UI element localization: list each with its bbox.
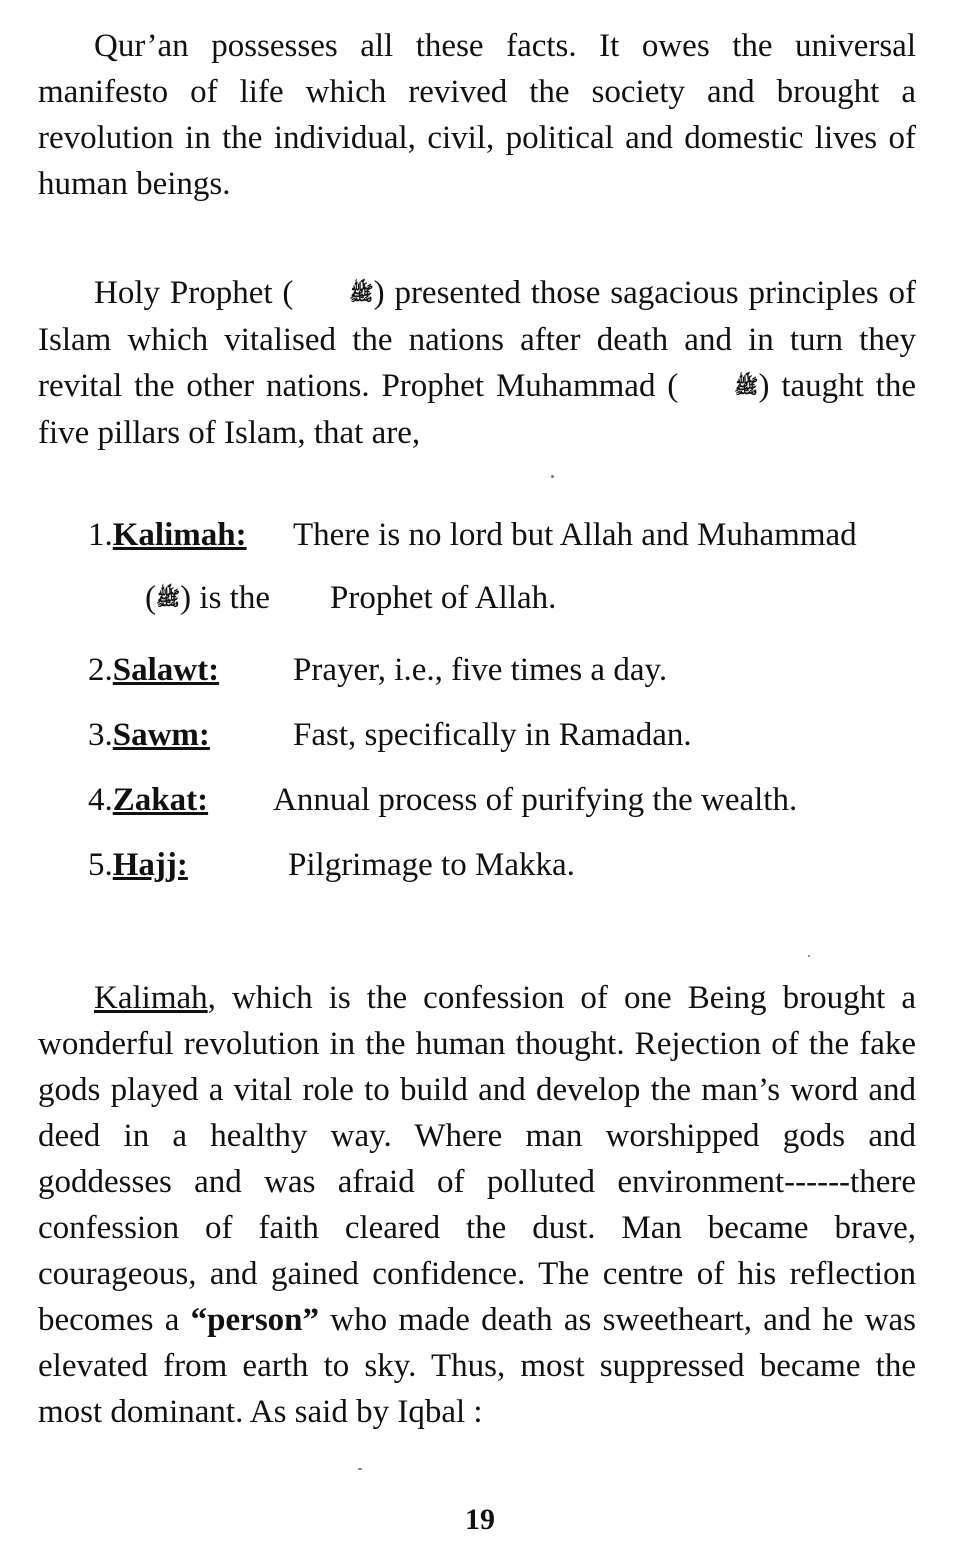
pillar-description: Fast, specifically in Ramadan. — [293, 717, 692, 753]
text-segment: ) presented those sagacious principles of Islam which vitalised the nations after death and in turn they revital the other nations. Prophet Muhammad ( — [38, 275, 916, 404]
text-segment: , which is the confession of one Being brought a wonderful revolution in the human thought. Rejection of the fake gods played a vital role to build and develop the man’s word and deed in a healthy way. Where man worshipped gods and goddesses and was afraid of polluted environment------there confession of faith cleared the dust. Man became brave, courageous, and gained confidence. The centre of his reflection becomes a — [38, 980, 916, 1338]
pillar-description: Prayer, i.e., five times a day. — [293, 652, 668, 688]
scan-speck — [808, 955, 810, 957]
pillar-description: Pilgrimage to Makka. — [288, 847, 575, 883]
paragraph-quran-facts: Qur’an possesses all these facts. It owes the universal manifesto of life which revived the society and brought a revolution in the individual, civil, political and domestic lives of human beings. — [38, 28, 916, 202]
pillar-item-salawt — [88, 650, 668, 690]
pillar-number: 2. — [88, 652, 113, 688]
pillar-description: There is no lord but Allah and Muhammad — [293, 517, 857, 553]
person-bold-word: “person” — [190, 1302, 320, 1338]
pillar-term: Zakat: — [112, 782, 209, 818]
paragraph-kalimah-explanation — [38, 975, 916, 1435]
kalimah-underlined-word: Kalimah — [94, 980, 208, 1016]
pbuh-symbol: ﷺ — [734, 376, 759, 398]
pillar-item-sawm — [88, 715, 692, 755]
pillar-term: Sawm: — [112, 717, 210, 753]
text-segment: ( — [145, 580, 156, 616]
pillar-term: Kalimah: — [112, 517, 247, 553]
text-segment: ) is the — [180, 580, 270, 616]
pillar-item-zakat — [88, 780, 798, 820]
pillar-item-kalimah — [88, 515, 857, 555]
page-number: 19 — [465, 1503, 495, 1536]
text-segment: who made death as sweetheart, and he was elevated from earth to sky. Thus, most suppressed became the most dominant. As said by Iqbal : — [38, 1302, 916, 1430]
pillar-item-kalimah-continued — [145, 578, 557, 619]
scan-speck — [358, 1468, 362, 1470]
text-segment: Holy Prophet ( — [94, 275, 294, 311]
pillar-number: 5. — [88, 847, 113, 883]
text-segment: ) taught the five pillars of Islam, that are, — [38, 368, 916, 451]
pillar-number: 3. — [88, 717, 113, 753]
pbuh-symbol: ﷺ — [156, 588, 181, 610]
scan-speck — [551, 475, 554, 478]
pillar-description-continued: Prophet of Allah. — [330, 580, 557, 616]
pillar-term: Hajj: — [112, 847, 188, 883]
pillar-number: 1. — [88, 517, 113, 553]
pbuh-symbol: ﷺ — [349, 283, 374, 305]
pillar-number: 4. — [88, 782, 113, 818]
paragraph-five-pillars-intro — [38, 270, 916, 456]
pillar-term: Salawt: — [112, 652, 220, 688]
pillar-item-hajj — [88, 845, 575, 885]
pillar-description: Annual process of purifying the wealth. — [273, 782, 798, 818]
